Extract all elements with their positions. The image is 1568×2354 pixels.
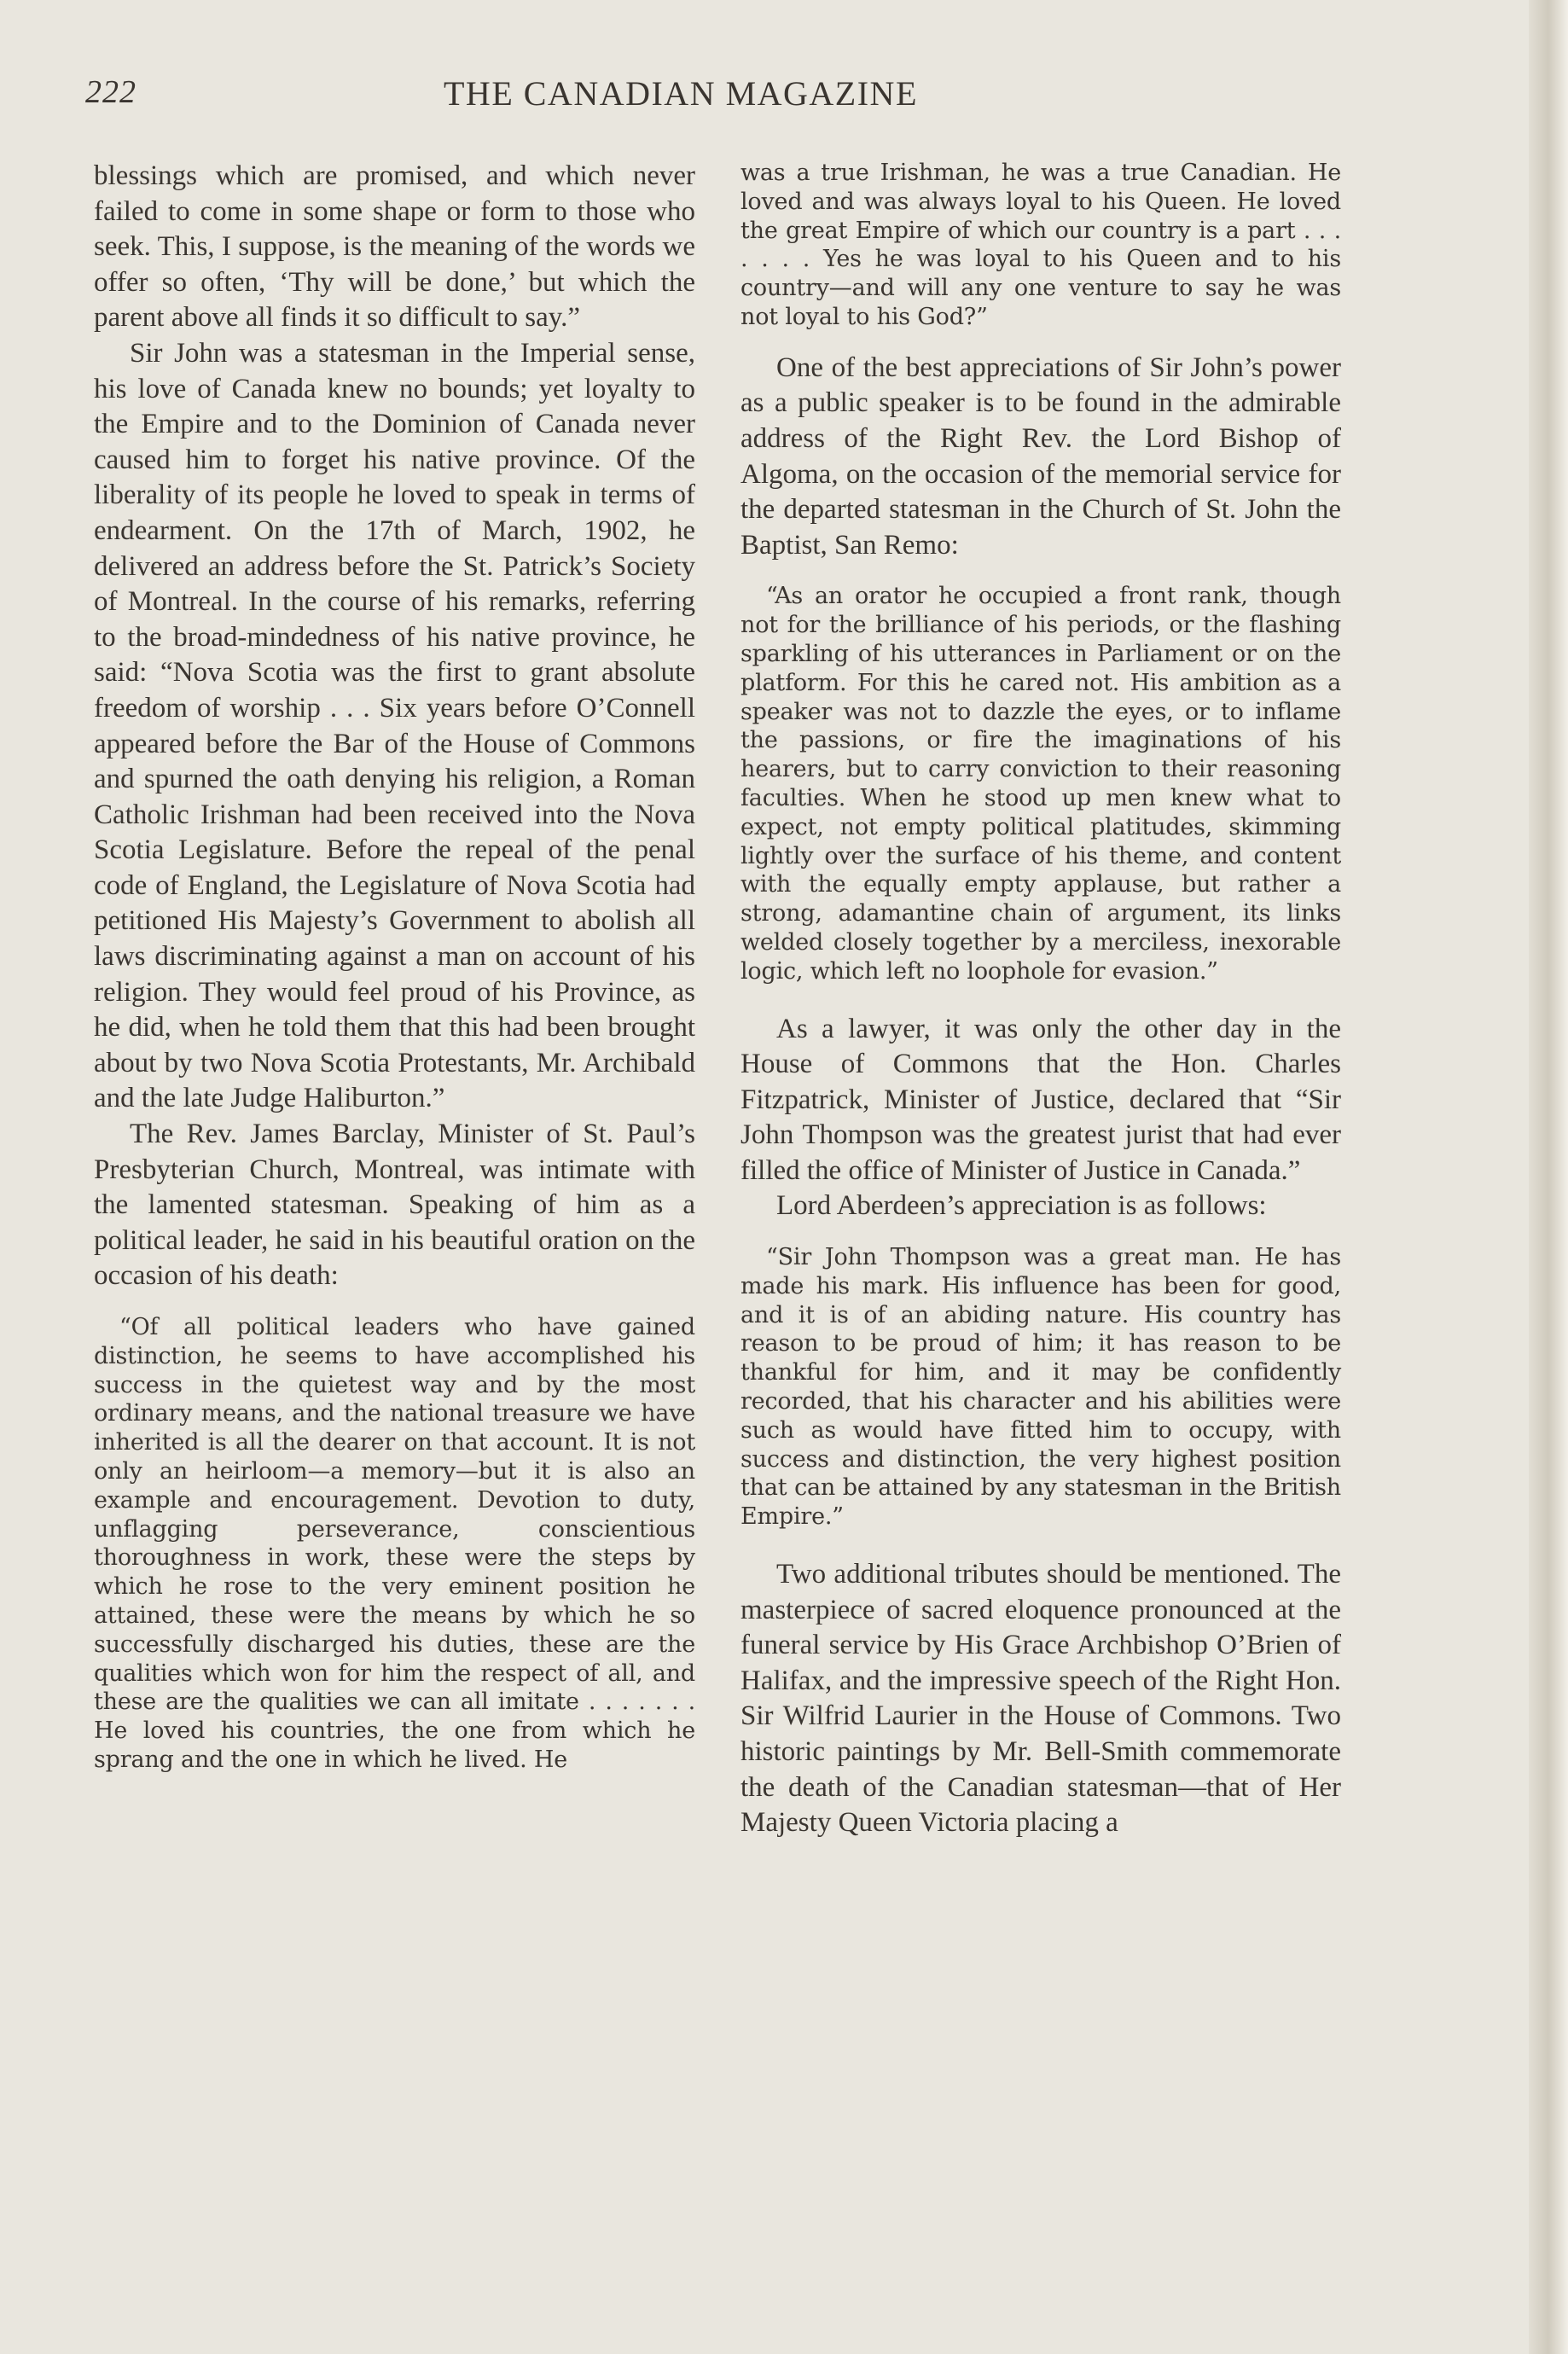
right-column — [740, 159, 1341, 1841]
quote-barclay-continuation: was a true Irishman, he was a true Canadian. He loved and was always loyal to his Queen. He loved the great Empire of which our country is a part . . . . . . . Yes he was loyal to his Queen and to his country—and will any one venture to say he was not loyal to his God?” — [740, 160, 1341, 330]
paragraph-statesman: Sir John was a statesman in the Imperial sense, his love of Canada knew no bounds; yet loyalty to the Empire and to the Dominion of Canada never caused him to forget his native province. Of the liberality of its people he loved to speak in terms of endearment. On the 17th of March, 1902, he delivered an address before the St. Patrick’s Society of Montreal. In the course of his remarks, referring to the broad-mindedness of his native province, he said: “Nova Scotia was the first to grant absolute freedom of worship . . . Six years before O’Connell appeared before the Bar of the House of Commons and spurned the oath denying his religion, a Roman Catholic Irishman had been received into the Nova Scotia Legislature. Before the repeal of the penal code of England, the Legislature of Nova Scotia had petitioned His Majesty’s Government to abolish all laws discriminating against a man on account of his religion. They would feel proud of his Province, as he did, when he told them that this had been brought about by two Nova Scotia Protestants, Mr. Archibald and the late Judge Haliburton.” — [94, 337, 695, 1114]
running-header — [85, 73, 1373, 125]
paragraph-tributes: Two additional tributes should be mentioned. The masterpiece of sacred eloquence pronounced at the funeral service by His Grace Archbishop O’Brien of Halifax, and the impressive speech of the Right Hon. Sir Wilfrid Laurier in the House of Commons. Two historic paintings by Mr. Bell-Smith commemorate the death of the Canadian statesman—that of Her Majesty Queen Victoria placing a — [740, 1559, 1341, 1839]
left-column — [94, 159, 695, 1775]
page-number: 222 — [85, 74, 136, 110]
paragraph-algoma: One of the best appreciations of Sir John’s power as a public speaker is to be found in the admirable address of the Right Rev. the Lord Bishop of Algoma, on the occasion of the memorial service for the departed statesman in the Church of St. John the Baptist, San Remo: — [740, 352, 1341, 561]
quote-algoma: “As an orator he occupied a front rank, though not for the brilliance of his periods, or the flashing sparkling of his utterances in Parliament or on the platform. For this he cared not. His ambition as a speaker was not to dazzle the eyes, or to inflame the passions, or fire the imaginations of his hearers, but to carry conviction to their reasoning faculties. When he stood up men knew what to expect, not empty political platitudes, skimming lightly over the surface of his theme, and content with the equally empty applause, but rather a strong, adamantine chain of argument, its links welded closely together by a merciless, inexorable logic, which left no loophole for evasion.” — [740, 583, 1341, 985]
paragraph-continuation: blessings which are promised, and which never failed to come in some shape or form to those who seek. This, I suppose, is the meaning of the words we offer so often, ‘Thy will be done,’ but which the parent above all finds it so difficult to say.” — [94, 160, 695, 334]
magazine-title: THE CANADIAN MAGAZINE — [444, 74, 918, 113]
quote-barclay: “Of all political leaders who have gained distinction, he seems to have accomplished his success in the quietest way and by the most ordinary means, and the national treasure we have inherited is all the dearer on that account. It is not only an heirloom—a memory—but it is also an example and encouragement. Devotion to duty, unflagging perseverance, conscientious thoroughness in work, these were the steps by which he rose to the very eminent position he attained, these were the means by which he so successfully discharged his duties, these are the qualities which won for him the respect of all, and these are the qualities we can all imitate . . . . . . . He loved his countries, the one from which he sprang and the one in which he lived. He — [94, 1314, 695, 1773]
paragraph-lawyer: As a lawyer, it was only the other day in the House of Commons that the Hon. Charles Fitzpatrick, Minister of Justice, declared that “Sir John Thompson was the greatest jurist that had ever filled the office of Minister of Justice in Canada.” — [740, 1013, 1341, 1186]
paragraph-aberdeen: Lord Aberdeen’s appreciation is as follows: — [776, 1190, 1267, 1222]
paragraph-barclay: The Rev. James Barclay, Minister of St. Paul’s Presbyterian Church, Montreal, was intimate with the lamented statesman. Speaking of him as a political leader, he said in his beautiful oration on the occasion of his death: — [94, 1119, 695, 1292]
page-edge — [1529, 0, 1568, 2354]
quote-aberdeen: “Sir John Thompson was a great man. He has made his mark. His influence has been for good, and it is of an abiding nature. His country has reason to be proud of him; it has reason to be thankful for him, and it may be confidently recorded, that his character and his abilities were such as would have fitted him to occupy, with success and distinction, the very highest position that can be attained by any statesman in the British Empire.” — [740, 1244, 1341, 1531]
